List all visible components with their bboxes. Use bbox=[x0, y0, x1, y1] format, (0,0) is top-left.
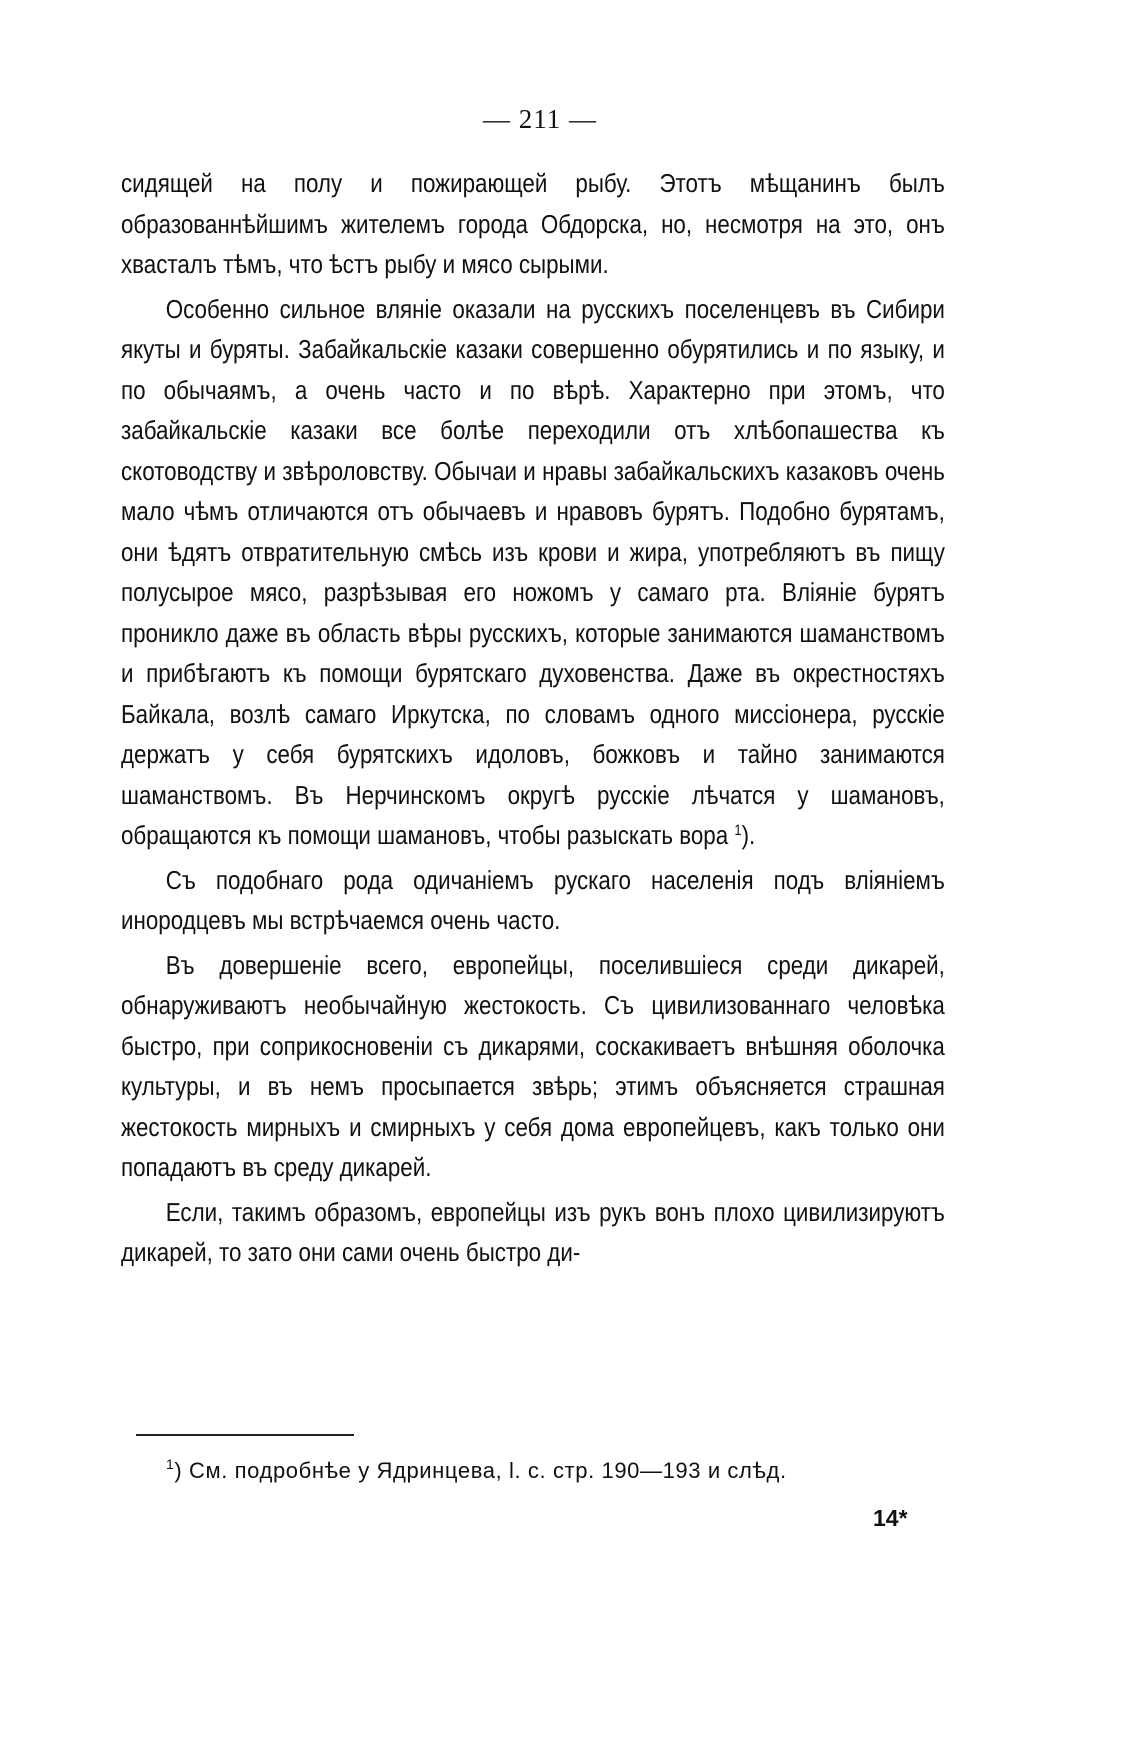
footnote-divider bbox=[136, 1434, 354, 1436]
paragraph-2-text: Особенно сильное вляніе оказали на русскихъ поселенцевъ въ Сибири якуты и буряты. Забайкальскіе казаки совершенно обурятились и по языку, и по обычаямъ, а очень часто и по вѣрѣ. Характерно при этомъ, что забайкальскіе казаки все болѣе переходили отъ хлѣбопашества къ скотоводству и звѣроловству. Обычаи и нравы забайкальскихъ казаковъ очень мало чѣмъ отличаются отъ обычаевъ и нравовъ бурятъ. Подобно бурятамъ, они ѣдятъ отвратительную смѣсь изъ крови и жира, употребляютъ въ пищу полусырое мясо, разрѣзывая его ножомъ у самаго рта. Вліяніе бурятъ проникло даже въ область вѣры русскихъ, которые занимаются шаманствомъ и прибѣгаютъ къ помощи бурятскаго духовенства. Даже въ окрестностяхъ Байкала, возлѣ самаго Иркутска, по словамъ одного миссіонера, русскіе держатъ у себя бурятскихъ идоловъ, божковъ и тайно занимаются шаманствомъ. Въ Нерчинскомъ округѣ русскіе лѣчатся у шамановъ, обращаются къ помощи шамановъ, чтобы разыскать вора bbox=[121, 293, 945, 850]
footnote bbox=[166, 1458, 886, 1484]
printer-signature: 14* bbox=[873, 1505, 908, 1531]
paragraph-1: сидящей на полу и пожирающей рыбу. Этотъ мѣщанинъ былъ образованнѣйшимъ жителемъ города Обдорска, но, несмотря на это, онъ хвасталъ тѣмъ, что ѣстъ рыбу и мясо сырыми. bbox=[121, 168, 945, 279]
footnote-marker: 1 bbox=[166, 1456, 175, 1472]
footnote-reference: 1 bbox=[734, 822, 742, 839]
page-number: — 211 — bbox=[483, 104, 597, 134]
paragraph-2-closing: ). bbox=[741, 820, 756, 850]
paragraph-3: Съ подобнаго рода одичаніемъ рускаго населенія подъ вліяніемъ инородцевъ мы встрѣчаемся очень часто. bbox=[121, 864, 945, 935]
paragraph-2 bbox=[121, 289, 945, 856]
footnote-text: ) См. подробнѣе у Ядринцева, l. c. стр. 190—193 и слѣд. bbox=[174, 1458, 787, 1483]
body-text bbox=[121, 163, 945, 1277]
paragraph-4: Въ довершеніе всего, европейцы, поселившіеся среди дикарей, обнаруживаютъ необычайную жестокость. Съ цивилизованнаго человѣка быстро, при соприкосновеніи съ дикарями, соскакиваетъ внѣшняя оболочка культуры, и въ немъ просыпается звѣрь; этимъ объясняется страшная жестокость мирныхъ и смирныхъ у себя дома европейцевъ, какъ только они попадаютъ въ среду дикарей. bbox=[121, 949, 945, 1182]
paragraph-5: Если, такимъ образомъ, европейцы изъ рукъ вонъ плохо цивилизируютъ дикарей, то зато они сами очень быстро ди- bbox=[121, 1196, 945, 1267]
